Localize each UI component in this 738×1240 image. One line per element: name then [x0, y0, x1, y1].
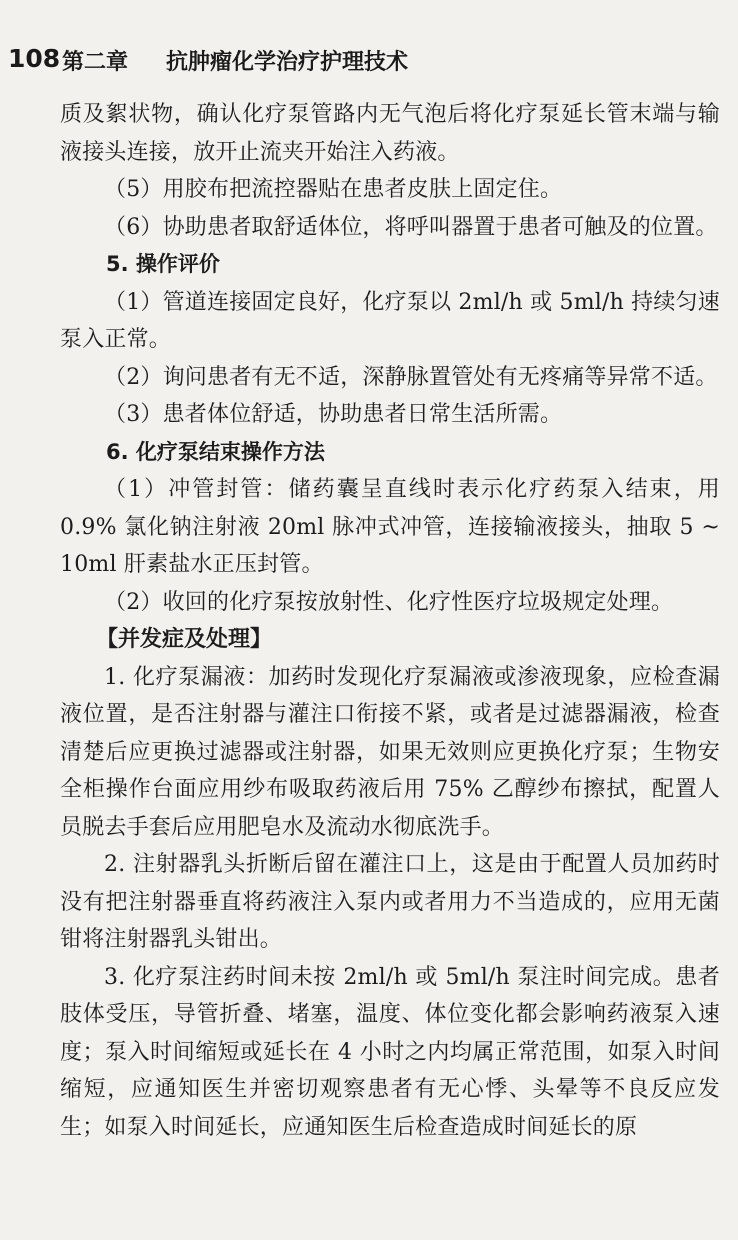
paragraph: （1）管道连接固定良好，化疗泵以 2ml/h 或 5ml/h 持续匀速泵入正常。 [60, 289, 720, 352]
page-number: 108 [8, 44, 61, 73]
section-heading: 6. 化疗泵结束操作方法 [106, 439, 325, 464]
running-header [0, 40, 738, 80]
body-text [60, 96, 720, 1146]
paragraph: （2）收回的化疗泵按放射性、化疗性医疗垃圾规定处理。 [104, 589, 674, 615]
section-heading: 5. 操作评价 [106, 252, 220, 276]
paragraph: 3. 化疗泵注药时间未按 2ml/h 或 5ml/h 泵注时间完成。患者肢体受压，导管折叠、堵塞，温度、体位变化都会影响药液泵入速度；泵入时间缩短或延长在 4 小时之内均属正常范围，如泵入时间缩短，应通知医生并密切观察患者有无心悸、头晕等不良反应发生；如泵入时间延长，应通知医生后检查造成时间延长的原 [60, 964, 720, 1140]
paragraph: （6）协助患者取舒适体位，将呼叫器置于患者可触及的位置。 [104, 214, 718, 240]
chapter-title: 抗肿瘤化学治疗护理技术 [166, 50, 409, 75]
section-heading: 【并发症及处理】 [96, 627, 273, 652]
chapter-label: 第二章 [62, 50, 129, 75]
paragraph: （2）询问患者有无不适，深静脉置管处有无疼痛等异常不适。 [104, 364, 718, 390]
paragraph: （1）冲管封管：储药囊呈直线时表示化疗药泵入结束，用 0.9% 氯化钠注射液 20ml 脉冲式冲管，连接输液接头，抽取 5 ~ 10ml 肝素盐水正压封管。 [60, 477, 720, 577]
paragraph: （5）用胶布把流控器贴在患者皮肤上固定住。 [104, 177, 563, 202]
paragraph: 2. 注射器乳头折断后留在灌注口上，这是由于配置人员加药时没有把注射器垂直将药液注入泵内或者用力不当造成的，应用无菌钳将注射器乳头钳出。 [60, 852, 720, 952]
paragraph: 1. 化疗泵漏液：加药时发现化疗泵漏液或渗液现象，应检查漏液位置，是否注射器与灌注口衔接不紧，或者是过滤器漏液，检查清楚后应更换过滤器或注射器，如果无效则应更换化疗泵；生物安全柜操作台面应用纱布吸取药液后用 75% 乙醇纱布擦拭，配置人员脱去手套后应用肥皂水及流动水彻底洗手。 [60, 664, 720, 840]
paragraph: 质及絮状物，确认化疗泵管路内无气泡后将化疗泵延长管末端与输液接头连接，放开止流夹开始注入药液。 [60, 102, 720, 165]
paragraph: （3）患者体位舒适，协助患者日常生活所需。 [104, 402, 563, 427]
